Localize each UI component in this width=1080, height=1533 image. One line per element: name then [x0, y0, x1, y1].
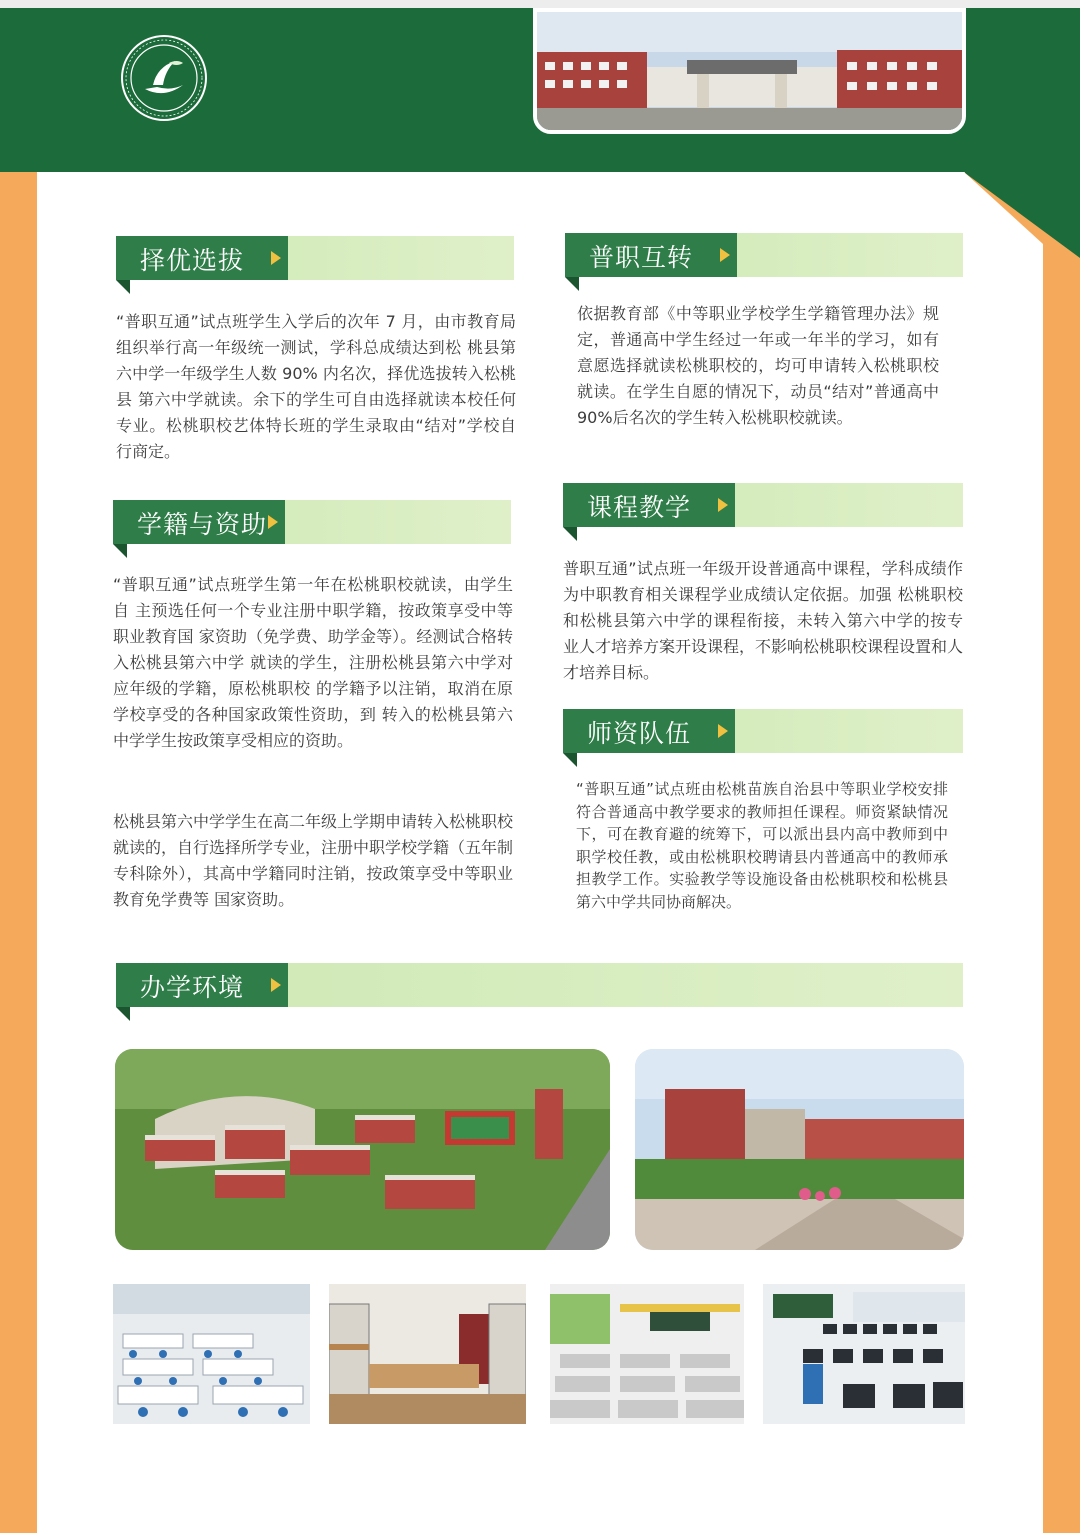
tab-arrow-icon	[718, 724, 728, 738]
section-title: 普职互转	[589, 243, 694, 272]
section-body: “普职互通”试点班学生入学后的次年 7 月，由市教育局组织举行高一年级统一测试，学科总成绩达到松 桃县第六中学一年级学生人数 90% 内名次，择优选拔转入松桃县 第六中学就读。余下的学生可自由选择就读本校任何专业。松桃职校艺体特长班的学生录取由“结对”学校自行商定。	[116, 312, 516, 461]
section-body: 松桃县第六中学学生在高二年级上学期申请转入松桃职校 就读的，自行选择所学专业，注册中职学校学籍（五年制专科除外），其高中学籍同时注销，按政策享受中等职业教育免学费等 国家资助。	[113, 812, 514, 909]
top-strip	[0, 0, 1080, 8]
computer-lab-photo	[763, 1284, 965, 1424]
section-title: 师资队伍	[587, 719, 692, 748]
campus-building-photo	[635, 1049, 964, 1250]
section-header-faculty	[563, 709, 963, 769]
section-body: 普职互通”试点班一年级开设普通高中课程，学科成绩作为中职教育相关课程学业成绩认定依据。加强 松桃职校和松桃县第六中学的课程衔接，未转入第六中学的按专 业人才培养方案开设课程，不影响松桃职校课程设置和人才培养目标。	[563, 559, 964, 682]
campus-aerial-photo	[115, 1049, 610, 1250]
section-title: 办学环境	[140, 973, 245, 1002]
section-header-transfer	[565, 233, 963, 293]
tab-arrow-icon	[720, 248, 730, 262]
tab-arrow-icon	[271, 251, 281, 265]
section-body: “普职互通”试点班学生第一年在松桃职校就读，由学生自 主预选任何一个专业注册中职学籍，按政策享受中等职业教育国 家资助（免学费、助学金等）。经测试合格转入松桃县第六中学 就读的学生，注册松桃县第六中学对应年级的学籍，原松桃职校 的学籍予以注销，取消在原学校享受的各种国家政策性资助，到 转入的松桃县第六中学学生按政策享受相应的资助。	[113, 575, 513, 750]
tab-arrow-icon	[718, 498, 728, 512]
section-header-environment	[116, 963, 963, 1023]
tab-arrow-icon	[271, 978, 281, 992]
section-header-curriculum	[563, 483, 963, 543]
section-header-registration	[113, 500, 511, 560]
dining-hall-photo	[113, 1284, 310, 1424]
section-title: 课程教学	[587, 493, 692, 522]
section-header-selection	[116, 236, 514, 296]
school-logo-icon	[121, 35, 207, 121]
school-gate-photo	[533, 8, 966, 134]
tab-arrow-icon	[268, 515, 278, 529]
section-body: “普职互通”试点班由松桃苗族自治县中等职业学校安排符合普通高中教学要求的教师担任课程。师资紧缺情况下，可在教育避的统筹下，可以派出县内高中教师到中职学校任教，或由松桃职校聘请县内普通高中的教师承担教学工作。实验教学等设施设备由松桃职校和松桃县第六中学共同协商解决。	[576, 780, 948, 911]
section-body: 依据教育部《中等职业学校学生学籍管理办法》规定，普通高中学生经过一年或一年半的学习，如有意愿选择就读松桃职校的，均可申请转入松桃职校就读。在学生自愿的情况下，动员“结对”普通高中90%后名次的学生转入松桃职校就读。	[577, 304, 939, 427]
section-title: 学籍与资助	[137, 510, 268, 539]
section-title: 择优选拔	[140, 246, 245, 275]
classroom-photo	[550, 1284, 744, 1424]
dormitory-photo	[329, 1284, 526, 1424]
